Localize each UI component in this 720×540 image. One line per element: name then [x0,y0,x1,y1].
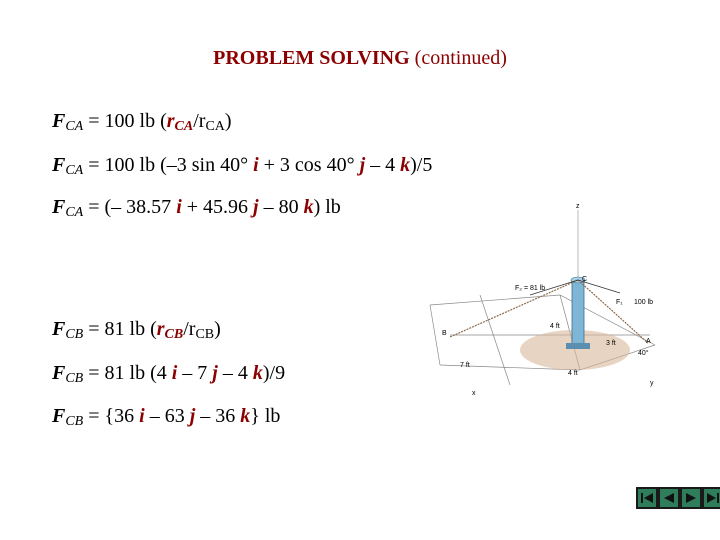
position-vector: r [156,318,165,340]
eq-text: = (– 38.57 [83,196,177,218]
eq-text: /r [183,318,196,340]
force-symbol: F [52,110,66,132]
force-symbol: F [52,318,66,340]
eq-text: – 63 [144,405,190,427]
unit-k: k [400,154,411,176]
title-rest: (continued) [409,47,507,69]
unit-k: k [252,362,263,384]
label-f1-value: 100 lb [634,299,654,306]
label-b: B [442,330,447,337]
position-vector-subscript: CA [174,119,194,134]
unit-i: i [171,362,178,384]
equation-line-3 [52,196,341,221]
eq-text: = 81 lb (4 [83,362,172,384]
force-subscript: CA [65,163,84,178]
eq-text: = 81 lb ( [83,318,157,340]
eq-text: )/5 [410,154,433,176]
eq-text: – 7 [177,362,213,384]
force-symbol: F [52,154,66,176]
unit-i: i [139,405,145,427]
pole [572,280,584,345]
force-symbol: F [52,405,66,427]
unit-i: i [253,154,259,176]
label-angle: 40° [638,350,649,357]
eq-text: = 100 lb ( [83,110,167,132]
force-subscript: CB [65,414,84,429]
eq-text: ) [224,110,232,132]
eq-text: – 80 [258,196,304,218]
label-7ft: 7 ft [460,362,470,369]
next-icon[interactable] [680,487,702,509]
unit-j: j [212,362,218,384]
eq-text: ) lb [313,196,341,218]
slide-navigation [636,487,720,509]
position-vector: r [166,110,175,132]
equation-line-5 [52,362,285,387]
eq-text: – 4 [217,362,253,384]
label-f1: F₁ [616,299,623,306]
unit-j: j [359,154,366,176]
label-c: C [582,276,588,283]
force-subscript: CA [65,119,84,134]
eq-text: /r [193,110,206,132]
eq-text: = {36 [83,405,140,427]
equation-line-1 [52,110,232,135]
eq-text: )/9 [262,362,286,384]
eq-text: ) [214,318,221,340]
label-f2: F₂ = 81 lb [515,285,546,292]
unit-j: j [253,196,259,218]
magnitude-subscript: CB [195,327,215,342]
x-label: x [472,390,476,397]
unit-k: k [240,405,251,427]
eq-text: = 100 lb (–3 sin 40° [83,154,254,176]
title-bold: PROBLEM SOLVING [213,47,410,69]
eq-text: + 45.96 [181,196,254,218]
eq-text: } lb [250,405,281,427]
z-label: z [576,203,580,210]
force-subscript: CA [65,205,84,220]
pole-diagram [420,195,670,405]
eq-text: + 3 cos 40° [258,154,360,176]
equation-line-2 [52,154,432,179]
position-vector-subscript: CB [164,327,184,342]
equation-line-4 [52,318,221,343]
equation-line-6 [52,405,280,430]
unit-k: k [303,196,314,218]
magnitude-subscript: CA [205,119,225,134]
last-icon[interactable] [702,487,720,509]
unit-i: i [176,196,182,218]
label-height: 4 ft [550,323,560,330]
page-title [0,47,720,70]
eq-text: – 4 [365,154,401,176]
force-subscript: CB [65,371,84,386]
force-symbol: F [52,362,66,384]
pole-base [566,343,590,349]
y-label: y [650,380,654,387]
label-a: A [646,338,651,345]
unit-j: j [189,405,196,427]
label-3ft: 3 ft [606,340,616,347]
eq-text: – 36 [195,405,241,427]
prev-icon[interactable] [658,487,680,509]
force-subscript: CB [65,327,84,342]
force-symbol: F [52,196,66,218]
first-icon[interactable] [636,487,658,509]
label-4ft: 4 ft [568,370,578,377]
